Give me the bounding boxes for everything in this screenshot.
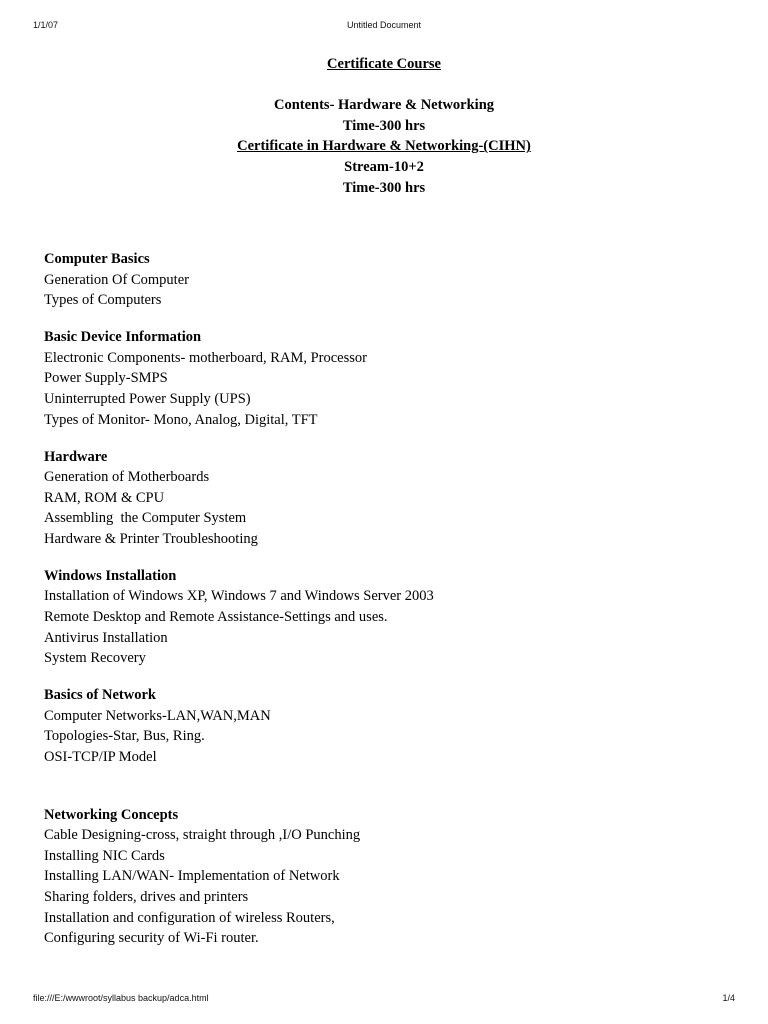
section-title: Basics of Network bbox=[44, 687, 156, 704]
title-spacer bbox=[0, 75, 768, 96]
list-item: Generation of Motherboards bbox=[44, 469, 210, 486]
list-item: Antivirus Installation bbox=[44, 629, 168, 646]
list-item: OSI-TCP/IP Model bbox=[44, 749, 157, 766]
list-item: System Recovery bbox=[44, 650, 146, 667]
certificate-title: Certificate in Hardware & Networking-(CIHN) bbox=[237, 138, 531, 155]
section-hardware bbox=[44, 447, 734, 550]
page-number: 1/4 bbox=[722, 993, 735, 1003]
list-item: Installing LAN/WAN- Implementation of Network bbox=[44, 868, 340, 885]
section-basic-device-information bbox=[44, 327, 734, 430]
list-item: Assembling the Computer System bbox=[44, 510, 247, 527]
time-line-2: Time-300 hrs bbox=[342, 179, 426, 196]
list-item: Electronic Components- motherboard, RAM, Processor bbox=[44, 349, 367, 366]
print-header bbox=[0, 20, 768, 32]
list-item: Installation of Windows XP, Windows 7 and Windows Server 2003 bbox=[44, 588, 434, 605]
title-block bbox=[0, 54, 768, 198]
list-item: Power Supply-SMPS bbox=[44, 370, 168, 387]
section-networking-concepts bbox=[44, 805, 734, 949]
list-item: Hardware & Printer Troubleshooting bbox=[44, 530, 258, 547]
section-basics-of-network bbox=[44, 685, 734, 767]
list-item: RAM, ROM & CPU bbox=[44, 489, 165, 506]
file-path: file:///E:/wwwroot/syllabus backup/adca.html bbox=[33, 993, 209, 1003]
section-title: Networking Concepts bbox=[44, 806, 179, 823]
list-item: Installing NIC Cards bbox=[44, 847, 165, 864]
stream-line: Stream-10+2 bbox=[344, 158, 424, 175]
section-title: Basic Device Information bbox=[44, 329, 202, 346]
section-computer-basics bbox=[44, 249, 734, 311]
list-item: Types of Monitor- Mono, Analog, Digital, TFT bbox=[44, 411, 318, 428]
list-item: Installation and configuration of wireless Routers, bbox=[44, 909, 335, 926]
section-title: Windows Installation bbox=[44, 567, 177, 584]
list-item: Uninterrupted Power Supply (UPS) bbox=[44, 390, 251, 407]
list-item: Configuring security of Wi-Fi router. bbox=[44, 930, 259, 947]
time-line-1: Time-300 hrs bbox=[342, 117, 426, 134]
list-item: Topologies-Star, Bus, Ring. bbox=[44, 728, 205, 745]
print-footer bbox=[0, 993, 768, 1005]
syllabus-content bbox=[44, 249, 734, 965]
list-item: Computer Networks-LAN,WAN,MAN bbox=[44, 707, 271, 724]
list-item: Sharing folders, drives and printers bbox=[44, 889, 249, 905]
list-item: Types of Computers bbox=[44, 292, 162, 309]
section-windows-installation bbox=[44, 566, 734, 669]
print-date: 1/1/07 bbox=[33, 20, 59, 30]
section-title: Computer Basics bbox=[44, 251, 150, 267]
list-item: Cable Designing-cross, straight through ,I/O Punching bbox=[44, 827, 361, 844]
document-title: Untitled Document bbox=[346, 20, 422, 30]
list-item: Generation Of Computer bbox=[44, 271, 189, 288]
section-title: Hardware bbox=[44, 448, 108, 465]
course-title: Certificate Course bbox=[327, 56, 441, 72]
contents-heading: Contents- Hardware & Networking bbox=[273, 97, 495, 114]
list-item: Remote Desktop and Remote Assistance-Settings and uses. bbox=[44, 609, 388, 626]
